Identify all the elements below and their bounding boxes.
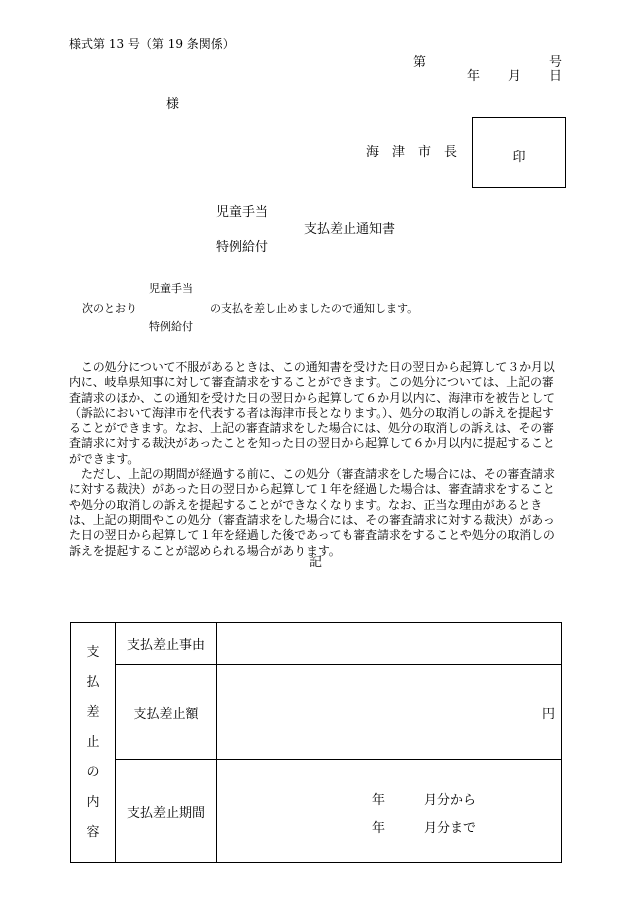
date-month: 月	[508, 69, 522, 84]
vertical-char: の	[86, 764, 100, 780]
notice-lower: 特例給付	[149, 320, 193, 333]
notice-prefix: 次のとおり	[82, 302, 137, 315]
vertical-char: 内	[86, 794, 100, 810]
amount-label: 支払差止額	[116, 665, 217, 760]
form-number: 様式第 13 号（第 19 条関係）	[69, 37, 235, 51]
vertical-char: 差	[86, 704, 100, 720]
notice-upper: 児童手当	[149, 282, 193, 295]
vertical-char: 支	[86, 644, 100, 660]
amount-value[interactable]	[217, 665, 562, 760]
paragraph-1: この処分について不服があるときは、この通知書を受けた日の翌日から起算して３か月以内に、岐阜県知事に対して審査請求をすることができます。この処分については、上記の審査請求のほか、この通知を受けた日の翌日から起算して６か月以内に、海津市を被告として（訴訟において海津市を代表する者は海津市長となります。）、処分の取消しの訴えを提起することができます。なお、上記の審査請求をした場合には、処分の取消しの訴えは、その審査請求に対する裁決があったことを知った日の翌日から起算して６か月以内に提起することができます。	[69, 360, 555, 466]
seal-box	[472, 117, 566, 188]
seal-mark: 印	[512, 150, 526, 165]
date-year: 年	[467, 69, 481, 84]
addressee-sama: 様	[166, 97, 180, 112]
doc-number-go: 号	[549, 55, 563, 70]
reason-value[interactable]	[217, 623, 562, 665]
title-line2: 特例給付	[216, 240, 269, 255]
issuer-title: 海 津 市 長	[366, 145, 458, 160]
ki-heading: 記	[309, 555, 323, 570]
amount-unit: 円	[541, 706, 555, 722]
reason-label: 支払差止事由	[116, 623, 217, 665]
suspension-details-table	[70, 622, 562, 863]
period-to: 年 月分まで	[372, 821, 477, 836]
period-value[interactable]	[217, 760, 562, 863]
vertical-char: 容	[86, 824, 100, 840]
paragraph-2: ただし、上記の期間が経過する前に、この処分（審査請求をした場合には、その審査請求に対する裁決）があった日の翌日から起算して１年を経過した場合は、審査請求をすることや処分の取消しの訴えを提起することができなくなります。なお、正当な理由があるときは、上記の期間やこの処分（審査請求をした場合には、その審査請求に対する裁決）があった日の翌日から起算して１年を経過した後であっても審査請求をすることや処分の取消しの訴えを提起することが認められる場合があります。	[69, 467, 555, 558]
vertical-char: 払	[86, 674, 100, 690]
vertical-char: 止	[86, 734, 100, 750]
vertical-label	[71, 623, 116, 863]
appeal-notice-text	[69, 360, 563, 559]
period-label: 支払差止期間	[116, 760, 217, 863]
title-main: 支払差止通知書	[304, 222, 396, 237]
date-day: 日	[549, 69, 563, 84]
title-line1: 児童手当	[216, 205, 269, 220]
period-from: 年 月分から	[372, 793, 477, 808]
notice-suffix: の支払を差し止めましたので通知します。	[210, 302, 419, 315]
doc-number-dai: 第	[413, 55, 427, 70]
